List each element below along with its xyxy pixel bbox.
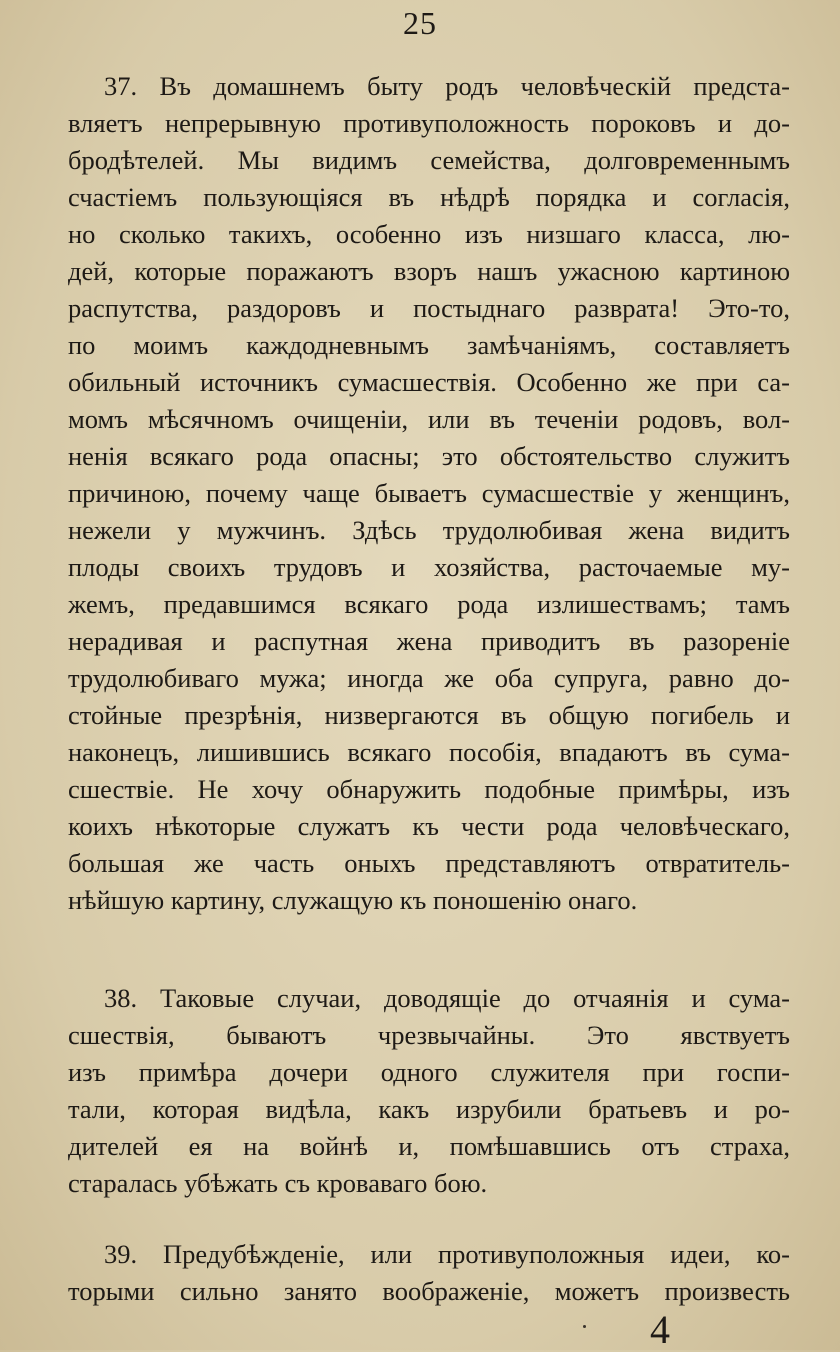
text-line: обильный источникъ сумасшествія. Особенно же при са- [68, 367, 790, 397]
text-line: 37. Въ домашнемъ быту родъ человѣческій предста- [104, 71, 790, 101]
text-line: по моимъ каждодневнымъ замѣчаніямъ, составляетъ [68, 330, 790, 360]
text-line: распутства, раздоровъ и постыднаго разврата! Это-то, [68, 293, 790, 323]
text-line: нѣйшую картину, служащую къ поношенію онаго. [68, 885, 638, 915]
page-number: 25 [403, 5, 437, 41]
text-line: коихъ нѣкоторые служатъ къ чести рода человѣческаго, [68, 811, 790, 841]
text-line: нежели у мужчинъ. Здѣсь трудолюбивая жена видитъ [68, 515, 790, 545]
text-line: торыми сильно занято воображеніе, можетъ произвесть [68, 1276, 790, 1306]
paragraph-39 [68, 1236, 790, 1310]
text-line: дей, которые поражаютъ взоръ нашъ ужасною картиною [68, 256, 790, 286]
stray-ink-dot [583, 1325, 586, 1328]
text-line: но сколько такихъ, особенно изъ низшаго класса, лю- [68, 219, 790, 249]
paragraph-38 [68, 980, 790, 1202]
text-line: причиною, почему чаще бываетъ сумасшествіе у женщинъ, [68, 478, 790, 508]
text-line: 38. Таковые случаи, доводящіе до отчаянія и сума- [104, 983, 790, 1013]
text-line: наконецъ, лишившись всякаго пособія, впадаютъ въ сума- [68, 737, 790, 767]
text-line: момъ мѣсячномъ очищеніи, или въ теченіи родовъ, вол- [68, 404, 790, 434]
text-line: плоды своихъ трудовъ и хозяйства, расточаемые му- [68, 552, 790, 582]
text-line: счастіемъ пользующіяся въ нѣдрѣ порядка и согласія, [68, 182, 790, 212]
paragraph-37 [68, 68, 790, 919]
text-line: стойные презрѣнія, низвергаются въ общую погибель и [68, 700, 790, 730]
text-line: бродѣтелей. Мы видимъ семейства, долговременнымъ [68, 145, 790, 175]
text-line: жемъ, предавшимся всякаго рода излишествамъ; тамъ [68, 589, 790, 619]
text-line: старалась убѣжать съ кроваваго бою. [68, 1168, 488, 1198]
text-line: большая же часть оныхъ представляютъ отвратитель- [68, 848, 790, 878]
text-line: нерадивая и распутная жена приводитъ въ разореніе [68, 626, 790, 656]
signature-mark: 4 [650, 1307, 670, 1352]
text-line: ненія всякаго рода опасны; это обстоятельство служитъ [68, 441, 790, 471]
text-line: сшествія, бываютъ чрезвычайны. Это явствуетъ [68, 1020, 790, 1050]
text-line: вляетъ непрерывную противуположность пороковъ и до- [68, 108, 790, 138]
text-line: изъ примѣра дочери одного служителя при госпи- [68, 1057, 790, 1087]
text-line: дителей ея на войнѣ и, помѣшавшись отъ страха, [68, 1131, 790, 1161]
text-line: трудолюбиваго мужа; иногда же оба супруга, равно до- [68, 663, 790, 693]
text-line: тали, которая видѣла, какъ изрубили братьевъ и ро- [68, 1094, 790, 1124]
text-line: сшествіе. Не хочу обнаружить подобные примѣры, изъ [68, 774, 790, 804]
text-line: 39. Предубѣжденіе, или противуположныя идеи, ко- [104, 1239, 790, 1269]
